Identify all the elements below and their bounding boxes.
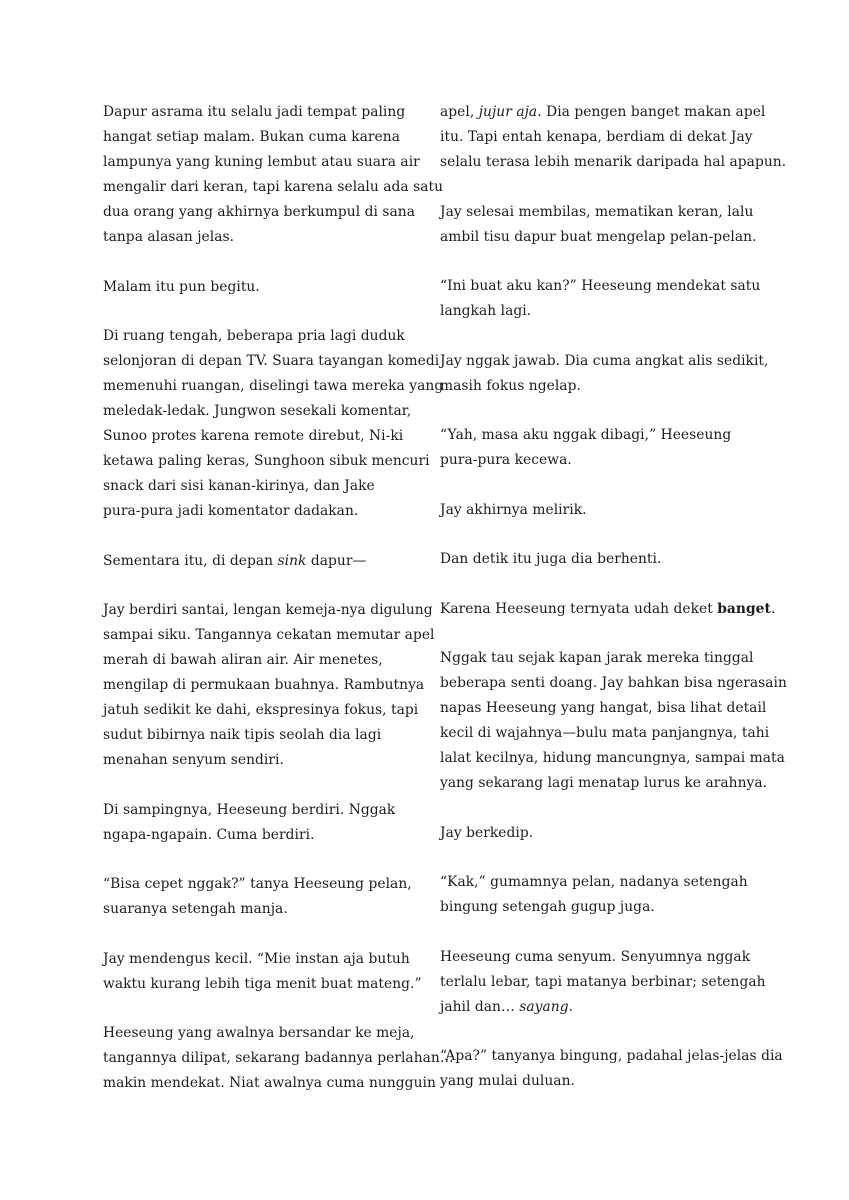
text-line: kecil di wajahnya—bulu mata panjangnya, tahi bbox=[440, 725, 770, 741]
italic-text: sayang bbox=[519, 998, 569, 1015]
text-line bbox=[440, 995, 750, 1020]
text-line: yang sekarang lagi menatap lurus ke arahnya. bbox=[440, 775, 768, 791]
text-line: makin mendekat. Niat awalnya cuma nungguin bbox=[103, 1075, 436, 1091]
paragraph bbox=[440, 821, 750, 846]
text-line: snack dari sisi kanan-kirinya, dan Jake bbox=[103, 478, 375, 494]
paragraph bbox=[103, 872, 413, 922]
paragraph bbox=[440, 274, 761, 324]
right-column bbox=[440, 100, 787, 1119]
paragraph bbox=[440, 498, 750, 523]
text-line: itu. Tapi entah kenapa, berdiam di dekat Jay bbox=[440, 129, 753, 145]
text-line: jatuh sedikit ke dahi, ekspresinya fokus, tapi bbox=[103, 702, 419, 718]
text-line: suaranya setengah manja. bbox=[103, 901, 288, 917]
text-line: lampunya yang kuning lembut atau suara air bbox=[103, 154, 420, 170]
text-line: pura-pura kecewa. bbox=[440, 452, 572, 468]
text-line: Nggak tau sejak kapan jarak mereka tinggal bbox=[440, 650, 754, 666]
text-line: ngapa-ngapain. Cuma berdiri. bbox=[103, 826, 315, 843]
paragraph bbox=[440, 349, 769, 399]
text-line: menahan senyum sendiri. bbox=[103, 752, 284, 768]
text-line: sampai siku. Tangannya cekatan memutar apel bbox=[103, 627, 435, 643]
text-line: sudut bibirnya naik tipis seolah dia lagi bbox=[103, 727, 382, 743]
paragraph bbox=[440, 200, 757, 250]
text-run: . bbox=[568, 998, 574, 1015]
italic-text: sink bbox=[277, 552, 307, 569]
text-run: . bbox=[770, 600, 776, 617]
left-column bbox=[103, 100, 454, 1121]
paragraph bbox=[440, 1044, 783, 1094]
paragraph bbox=[103, 1021, 454, 1096]
text-line: selalu terasa lebih menarik daripada hal apapun. bbox=[440, 154, 787, 170]
text-line: Jay mendengus kecil. “Mie instan aja butuh bbox=[103, 950, 410, 967]
text-line: yang mulai duluan. bbox=[440, 1073, 575, 1089]
text-line: terlalu lebar, tapi matanya berbinar; setengah bbox=[440, 973, 766, 990]
text-run: . Dia pengen banget makan apel bbox=[537, 104, 766, 120]
text-line: pura-pura jadi komentator dadakan. bbox=[103, 503, 359, 519]
paragraph bbox=[440, 100, 787, 175]
text-line: mengilap di permukaan buahnya. Rambutnya bbox=[103, 677, 425, 693]
text-line bbox=[440, 597, 776, 622]
text-run: apel, bbox=[440, 104, 479, 120]
text-line: Heeseung yang awalnya bersandar ke meja, bbox=[103, 1025, 415, 1041]
text-run: Sementara itu, di depan bbox=[103, 552, 278, 569]
text-line: Di sampingnya, Heeseung berdiri. Nggak bbox=[103, 801, 396, 818]
text-line: ambil tisu dapur buat mengelap pelan-pelan. bbox=[440, 228, 757, 245]
text-line: lalat kecilnya, hidung mancungnya, sampai mata bbox=[440, 750, 785, 766]
paragraph bbox=[440, 945, 766, 1020]
text-line: bingung setengah gugup juga. bbox=[440, 899, 655, 915]
text-line: Sunoo protes karena remote direbut, Ni-ki bbox=[103, 428, 404, 444]
text-line: Heeseung cuma senyum. Senyumnya nggak bbox=[440, 948, 751, 965]
text-line: memenuhi ruangan, diselingi tawa mereka yang bbox=[103, 378, 444, 394]
text-line: masih fokus ngelap. bbox=[440, 377, 581, 394]
text-line: beberapa senti doang. Jay bahkan bisa ngerasain bbox=[440, 675, 787, 691]
text-line: tanpa alasan jelas. bbox=[103, 229, 235, 245]
paragraph bbox=[103, 798, 413, 848]
text-line: “Apa?” tanyanya bingung, padahal jelas-jelas dia bbox=[440, 1048, 783, 1064]
text-line: ketawa paling keras, Sunghoon sibuk mencuri bbox=[103, 453, 430, 469]
text-run: Karena Heeseung ternyata udah deket bbox=[440, 600, 718, 617]
text-line: tangannya dilipat, sekarang badannya perlahan… bbox=[103, 1050, 454, 1066]
text-line: waktu kurang lebih tiga menit buat mateng.” bbox=[103, 975, 422, 992]
text-line: Dapur asrama itu selalu jadi tempat paling bbox=[103, 104, 406, 120]
text-line: Malam itu pun begitu. bbox=[103, 278, 260, 295]
text-line: napas Heeseung yang hangat, bisa lihat detail bbox=[440, 700, 767, 716]
paragraph bbox=[103, 275, 413, 300]
italic-text: jujur aja bbox=[478, 104, 538, 120]
text-line: merah di bawah aliran air. Air menetes, bbox=[103, 652, 383, 668]
text-line: Dan detik itu juga dia berhenti. bbox=[440, 551, 662, 567]
paragraph bbox=[440, 646, 787, 796]
paragraph bbox=[440, 547, 750, 572]
text-line bbox=[103, 549, 413, 574]
bold-text: banget bbox=[717, 600, 771, 617]
text-line: Jay berdiri santai, lengan kemeja-nya digulung bbox=[103, 602, 433, 618]
paragraph bbox=[440, 423, 750, 473]
text-line: “Yah, masa aku nggak dibagi,” Heeseung bbox=[440, 427, 732, 443]
text-line: hangat setiap malam. Bukan cuma karena bbox=[103, 129, 400, 145]
text-line: Jay akhirnya melirik. bbox=[440, 501, 587, 518]
paragraph bbox=[103, 100, 444, 250]
text-line: selonjoran di depan TV. Suara tayangan komedi bbox=[103, 353, 440, 369]
text-line: “Bisa cepet nggak?” tanya Heeseung pelan, bbox=[103, 876, 412, 892]
text-line bbox=[440, 100, 766, 125]
paragraph bbox=[440, 597, 776, 622]
paragraph bbox=[103, 598, 435, 773]
text-run: dapur— bbox=[306, 552, 367, 569]
text-line: Jay nggak jawab. Dia cuma angkat alis sedikit, bbox=[440, 352, 769, 369]
text-line: Di ruang tengah, beberapa pria lagi duduk bbox=[103, 328, 405, 344]
paragraph bbox=[440, 870, 750, 920]
text-line: Jay berkedip. bbox=[440, 824, 534, 841]
text-line: mengalir dari keran, tapi karena selalu ada satu bbox=[103, 179, 444, 195]
text-line: meledak-ledak. Jungwon sesekali komentar, bbox=[103, 403, 412, 419]
text-run: jahil dan… bbox=[440, 998, 520, 1015]
text-line: dua orang yang akhirnya berkumpul di sana bbox=[103, 204, 415, 220]
paragraph bbox=[103, 324, 444, 524]
text-line: “Kak,” gumamnya pelan, nadanya setengah bbox=[440, 874, 748, 890]
text-line: “Ini buat aku kan?” Heeseung mendekat satu bbox=[440, 278, 761, 294]
text-line: langkah lagi. bbox=[440, 303, 532, 319]
paragraph bbox=[103, 549, 413, 574]
paragraph bbox=[103, 947, 422, 997]
text-line: Jay selesai membilas, mematikan keran, lalu bbox=[440, 203, 754, 220]
